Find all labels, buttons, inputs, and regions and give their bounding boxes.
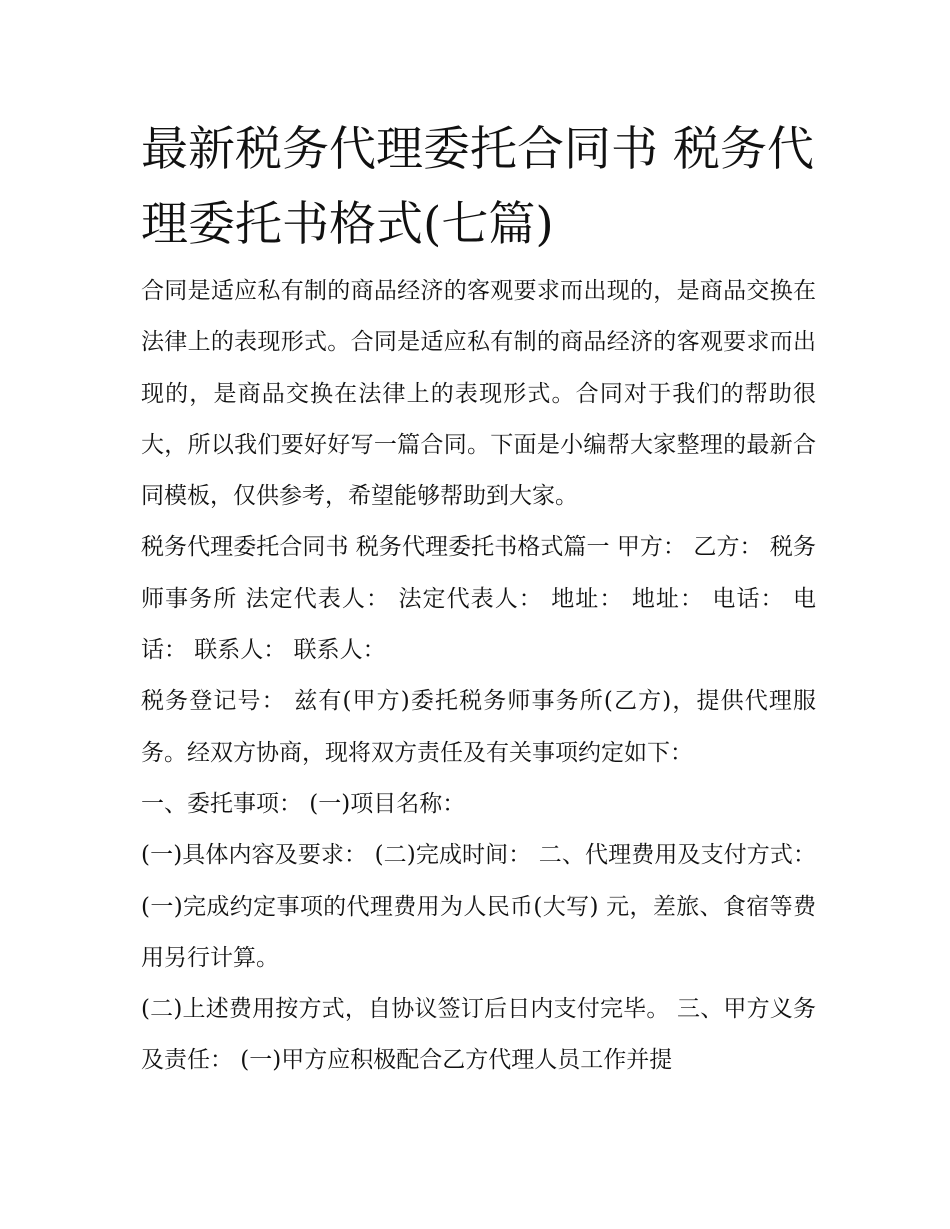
tax-registration-paragraph: 税务登记号： 兹有(甲方)委托税务师事务所(乙方)，提供代理服务。经双方协商，现将双方责任及有关事项约定如下： xyxy=(141,688,816,766)
document-page xyxy=(141,112,816,1087)
parties-paragraph: 税务代理委托合同书 税务代理委托书格式篇一 甲方： 乙方： 税务师事务所 法定代表人： 法定代表人： 地址： 地址： 电话： 电话： 联系人： 联系人： xyxy=(141,534,816,664)
content-fees-paragraph: (一)具体内容及要求： (二)完成时间： 二、代理费用及支付方式： (一)完成约定事项的代理费用为人民币(大写) 元，差旅、食宿等费用另行计算。 xyxy=(141,842,816,971)
document-title: 最新税务代理委托合同书 税务代理委托书格式(七篇) xyxy=(141,122,814,252)
commission-items-paragraph: 一、委托事项： (一)项目名称： xyxy=(141,790,466,817)
payment-obligations-paragraph: (二)上述费用按方式，自协议签订后日内支付完毕。 三、甲方义务及责任： (一)甲方应积极配合乙方代理人员工作并提 xyxy=(141,996,816,1074)
intro-paragraph: 合同是适应私有制的商品经济的客观要求而出现的，是商品交换在法律上的表现形式。合同是适应私有制的商品经济的客观要求而出现的，是商品交换在法律上的表现形式。合同对于我们的帮助很大，所以我们要好好写一篇合同。下面是小编帮大家整理的最新合同模板，仅供参考，希望能够帮助到大家。 xyxy=(141,278,816,510)
